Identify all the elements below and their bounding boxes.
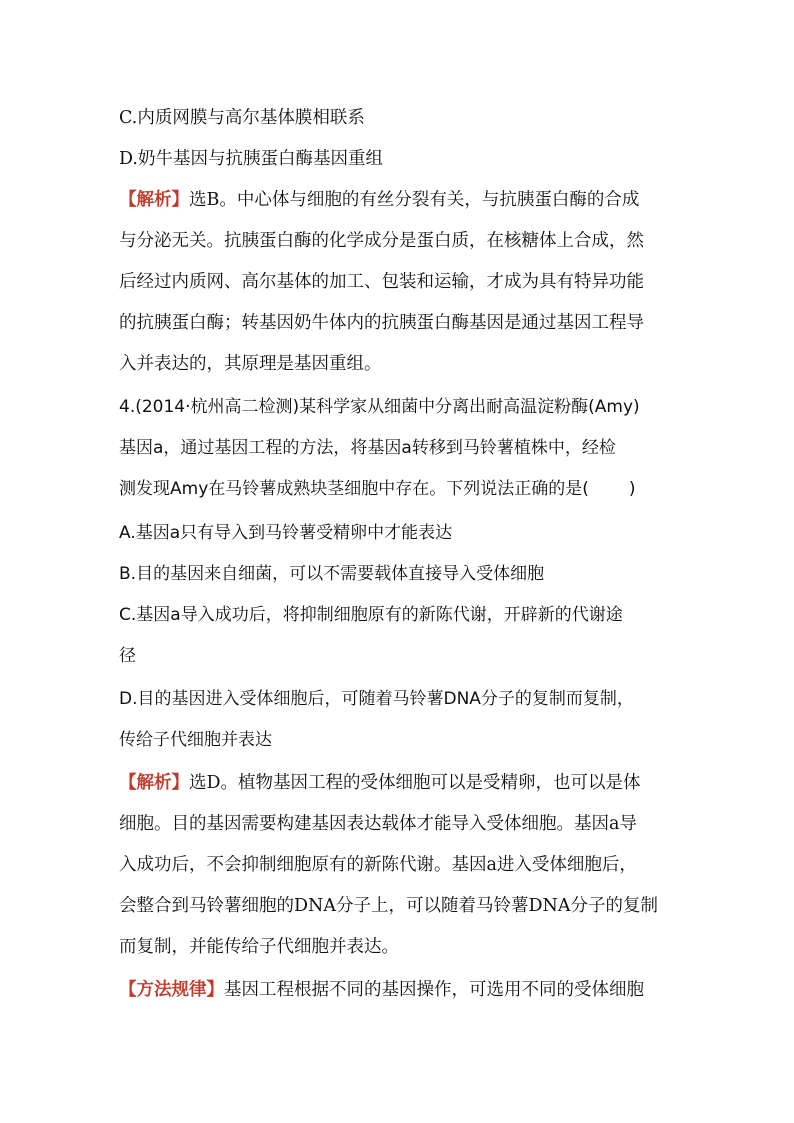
option-d-prev: D.奶牛基因与抗胰蛋白酶基因重组	[119, 149, 383, 169]
analysis-1-line-4: 的抗胰蛋白酶；转基因奶牛体内的抗胰蛋白酶基因是通过基因工程导	[119, 313, 644, 333]
method-line	[119, 978, 679, 1002]
method-tag: 【方法规律】	[119, 980, 224, 1000]
method-text: 基因工程根据不同的基因操作，可选用不同的受体细胞	[224, 980, 644, 1000]
analysis-tag: 【解析】	[119, 773, 189, 793]
answer-paren-close: )	[628, 479, 636, 499]
analysis-2-line-3: 入成功后，不会抑制细胞原有的新陈代谢。基因a进入受体细胞后，	[119, 855, 637, 875]
option-d-line-2: 传给子代细胞并表达	[119, 730, 272, 750]
question-4-stem: 测发现Amy在马铃薯成熟块茎细胞中存在。下列说法正确的是(	[119, 479, 589, 499]
analysis-1-line-2: 与分泌无关。抗胰蛋白酶的化学成分是蛋白质，在核糖体上合成，然	[119, 231, 644, 251]
option-b: B.目的基因来自细菌，可以不需要载体直接导入受体细胞	[119, 564, 545, 584]
analysis-1-line-3: 后经过内质网、高尔基体的加工、包装和运输，才成为具有特异功能	[119, 272, 644, 292]
analysis-1-line-1	[119, 188, 679, 212]
option-a: A.基因a只有导入到马铃薯受精卵中才能表达	[119, 523, 453, 543]
analysis-2-line-2: 细胞。目的基因需要构建基因表达载体才能导入受体细胞。基因a导	[119, 814, 637, 834]
analysis-2-line-1	[119, 771, 679, 795]
question-4-line-2: 基因a，通过基因工程的方法，将基因a转移到马铃薯植株中，经检	[119, 438, 616, 458]
analysis-2-line-4: 会整合到马铃薯细胞的DNA分子上，可以随着马铃薯DNA分子的复制	[119, 896, 658, 916]
analysis-tag: 【解析】	[119, 190, 189, 210]
analysis-1-line-5: 入并表达的，其原理是基因重组。	[119, 354, 382, 374]
option-c-line-1: C.基因a导入成功后，将抑制细胞原有的新陈代谢，开辟新的代谢途	[119, 605, 623, 625]
option-c-prev: C.内质网膜与高尔基体膜相联系	[119, 108, 365, 128]
analysis-2-text: 选D。植物基因工程的受体细胞可以是受精卵，也可以是体	[189, 773, 641, 793]
analysis-2-line-5: 而复制，并能传给子代细胞并表达。	[119, 937, 399, 957]
analysis-1-text: 选B。中心体与细胞的有丝分裂有关，与抗胰蛋白酶的合成	[189, 190, 640, 210]
question-4-line-3	[119, 477, 679, 501]
question-4-line-1: 4.(2014·杭州高二检测)某科学家从细菌中分离出耐高温淀粉酶(Amy)	[119, 397, 640, 417]
option-c-line-2: 径	[119, 646, 136, 666]
option-d-line-1: D.目的基因进入受体细胞后，可随着马铃薯DNA分子的复制而复制，	[119, 689, 634, 709]
